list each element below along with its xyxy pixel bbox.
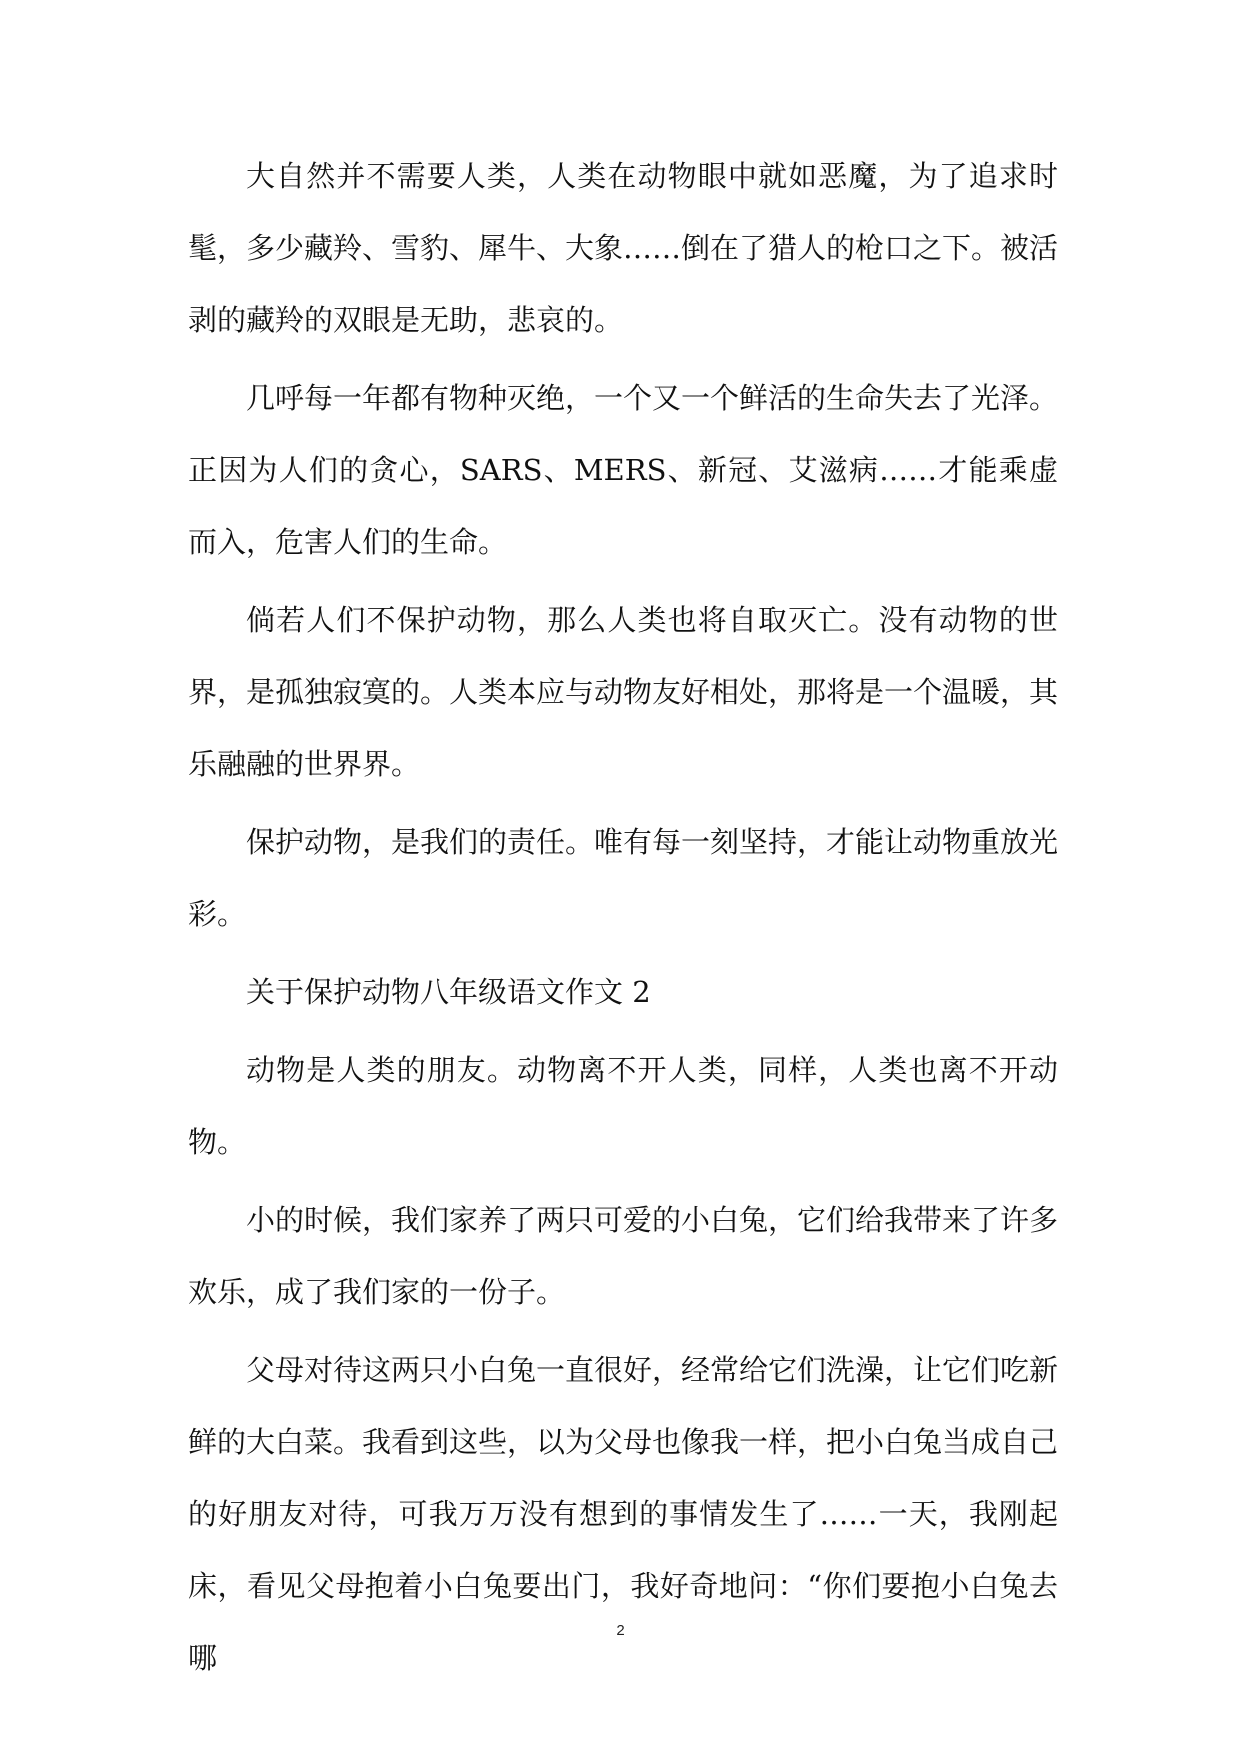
paragraph-2: 几呼每一年都有物种灭绝，一个又一个鲜活的生命失去了光泽。正因为人们的贪心，SARS、MERS、新冠、艾滋病……才能乘虚而入，危害人们的生命。	[188, 381, 1059, 559]
paragraph-3: 倘若人们不保护动物，那么人类也将自取灭亡。没有动物的世界，是孤独寂寞的。人类本应与动物友好相处，那将是一个温暖，其乐融融的世界界。	[188, 603, 1059, 781]
paragraph-5: 动物是人类的朋友。动物离不开人类，同样，人类也离不开动物。	[188, 1053, 1058, 1159]
paragraph-6: 小的时候，我们家养了两只可爱的小白兔，它们给我带来了许多欢乐，成了我们家的一份子。	[188, 1203, 1059, 1309]
paragraph-1: 大自然并不需要人类，人类在动物眼中就如恶魔，为了追求时髦，多少藏羚、雪豹、犀牛、大象……倒在了猎人的枪口之下。被活剥的藏羚的双眼是无助，悲哀的。	[188, 159, 1059, 337]
page-number: 2	[616, 1622, 625, 1639]
paragraph-4: 保护动物，是我们的责任。唯有每一刻坚持，才能让动物重放光彩。	[188, 825, 1059, 931]
paragraph-7: 父母对待这两只小白兔一直很好，经常给它们洗澡，让它们吃新鲜的大白菜。我看到这些，以为父母也像我一样，把小白兔当成自己的好朋友对待，可我万万没有想到的事情发生了……一天，我刚起床，看见父母抱着小白兔要出门，我好奇地问：“你们要抱小白兔去哪	[188, 1353, 1059, 1675]
document-body	[188, 140, 1058, 1700]
section-heading: 关于保护动物八年级语文作文 2	[246, 975, 651, 1009]
